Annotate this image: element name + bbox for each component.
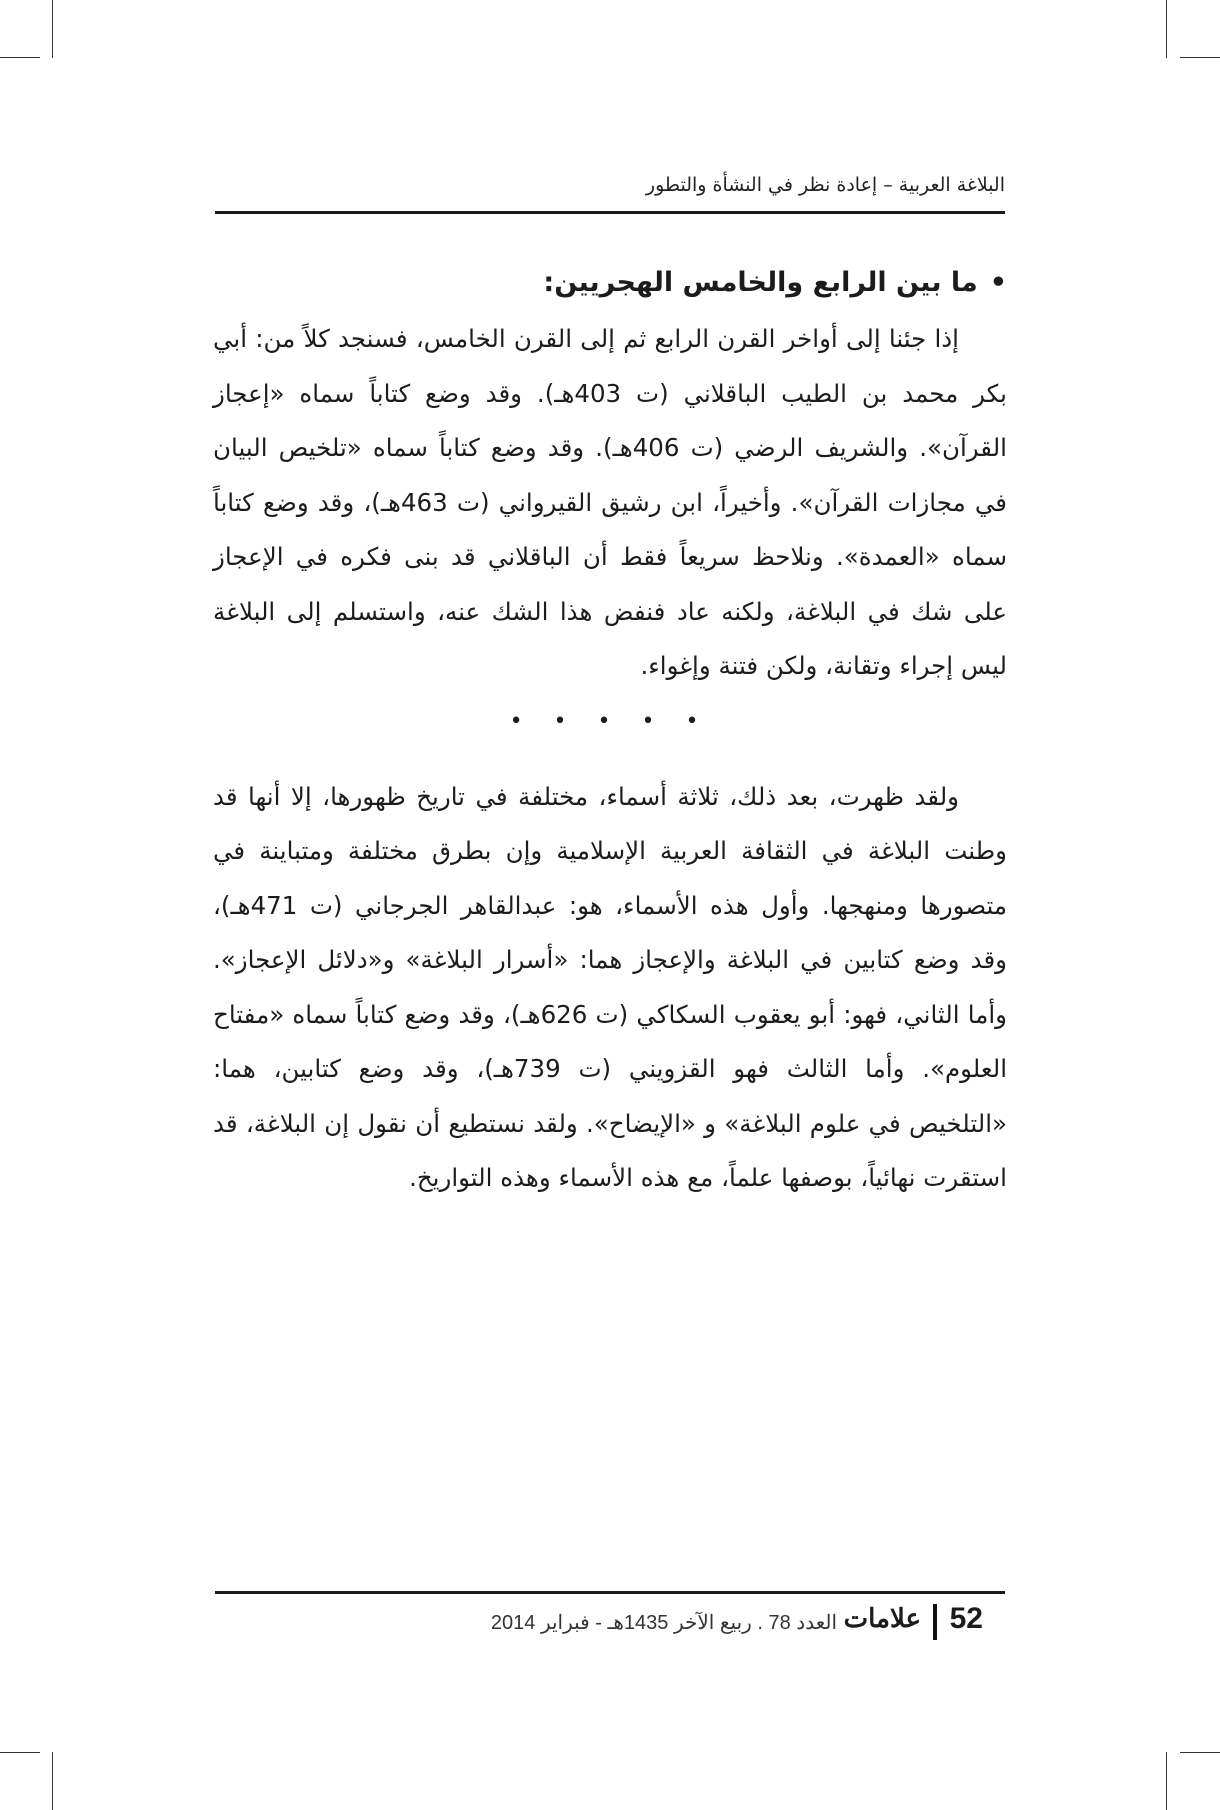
section-separator: • • • • • bbox=[509, 708, 711, 734]
header-rule bbox=[215, 211, 1005, 214]
running-header: البلاغة العربية – إعادة نظر في النشأة والتطور bbox=[645, 174, 1005, 196]
footer-divider bbox=[933, 1604, 937, 1640]
page-number: 52 bbox=[949, 1602, 983, 1635]
crop-mark bbox=[1180, 1752, 1220, 1753]
crop-mark bbox=[1166, 0, 1167, 58]
bullet-icon: • bbox=[989, 267, 1007, 298]
crop-mark bbox=[0, 1752, 40, 1753]
footer-rule bbox=[215, 1591, 1005, 1594]
section-heading-text: ما بين الرابع والخامس الهجريين: bbox=[543, 267, 978, 298]
footer bbox=[215, 1600, 1005, 1650]
paragraph: ولقد ظهرت، بعد ذلك، ثلاثة أسماء، مختلفة في تاريخ ظهورها، إلا أنها قد وطنت البلاغة في الثقافة العربية الإسلامية وإن بطرق مختلفة ومتباينة في متصورها ومنهجها. وأول هذه الأسماء، هو: عبدالقاهر الجرجاني (ت 471هـ)، وقد وضع كتابين في البلاغة والإعجاز هما: «أسرار البلاغة» و«دلائل الإعجاز». وأما الثاني، فهو: أبو يعقوب السكاكي (ت 626هـ)، وقد وضع كتاباً سماه «مفتاح العلوم». وأما الثالث فهو القزويني (ت 739هـ)، وقد وضع كتابين، هما: «التلخيص في علوم البلاغة» و «الإيضاح». ولقد نستطيع أن نقول إن البلاغة، قد استقرت نهائياً، بوصفها علماً، مع هذه الأسماء وهذه التواريخ. bbox=[213, 781, 1007, 1192]
journal-logo: علامات bbox=[843, 1604, 921, 1634]
crop-mark bbox=[1180, 57, 1220, 58]
page-body bbox=[213, 258, 1007, 1206]
crop-mark bbox=[1166, 1752, 1167, 1810]
issue-info: العدد 78 . ربيع الآخر 1435هـ - فبراير 2014 bbox=[490, 1612, 837, 1634]
paragraph: إذا جئنا إلى أواخر القرن الرابع ثم إلى القرن الخامس، فسنجد كلاً من: أبي بكر محمد بن الطيب الباقلاني (ت 403هـ). وقد وضع كتاباً سماه «إعجاز القرآن». والشريف الرضي (ت 406هـ). وقد وضع كتاباً سماه «تلخيص البيان في مجازات القرآن». وأخيراً، ابن رشيق القيرواني (ت 463هـ)، وقد وضع كتاباً سماه «العمدة». ونلاحظ سريعاً فقط أن الباقلاني قد بنى فكره في الإعجاز على شك في البلاغة، ولكنه عاد فنفض هذا الشك عنه، واستسلم إلى البلاغة ليس إجراء وتقانة، ولكن فتنة وإغواء. bbox=[213, 324, 1008, 680]
crop-mark bbox=[52, 1752, 53, 1810]
crop-mark bbox=[52, 0, 53, 58]
section-heading bbox=[213, 258, 1007, 308]
crop-mark bbox=[0, 57, 40, 58]
